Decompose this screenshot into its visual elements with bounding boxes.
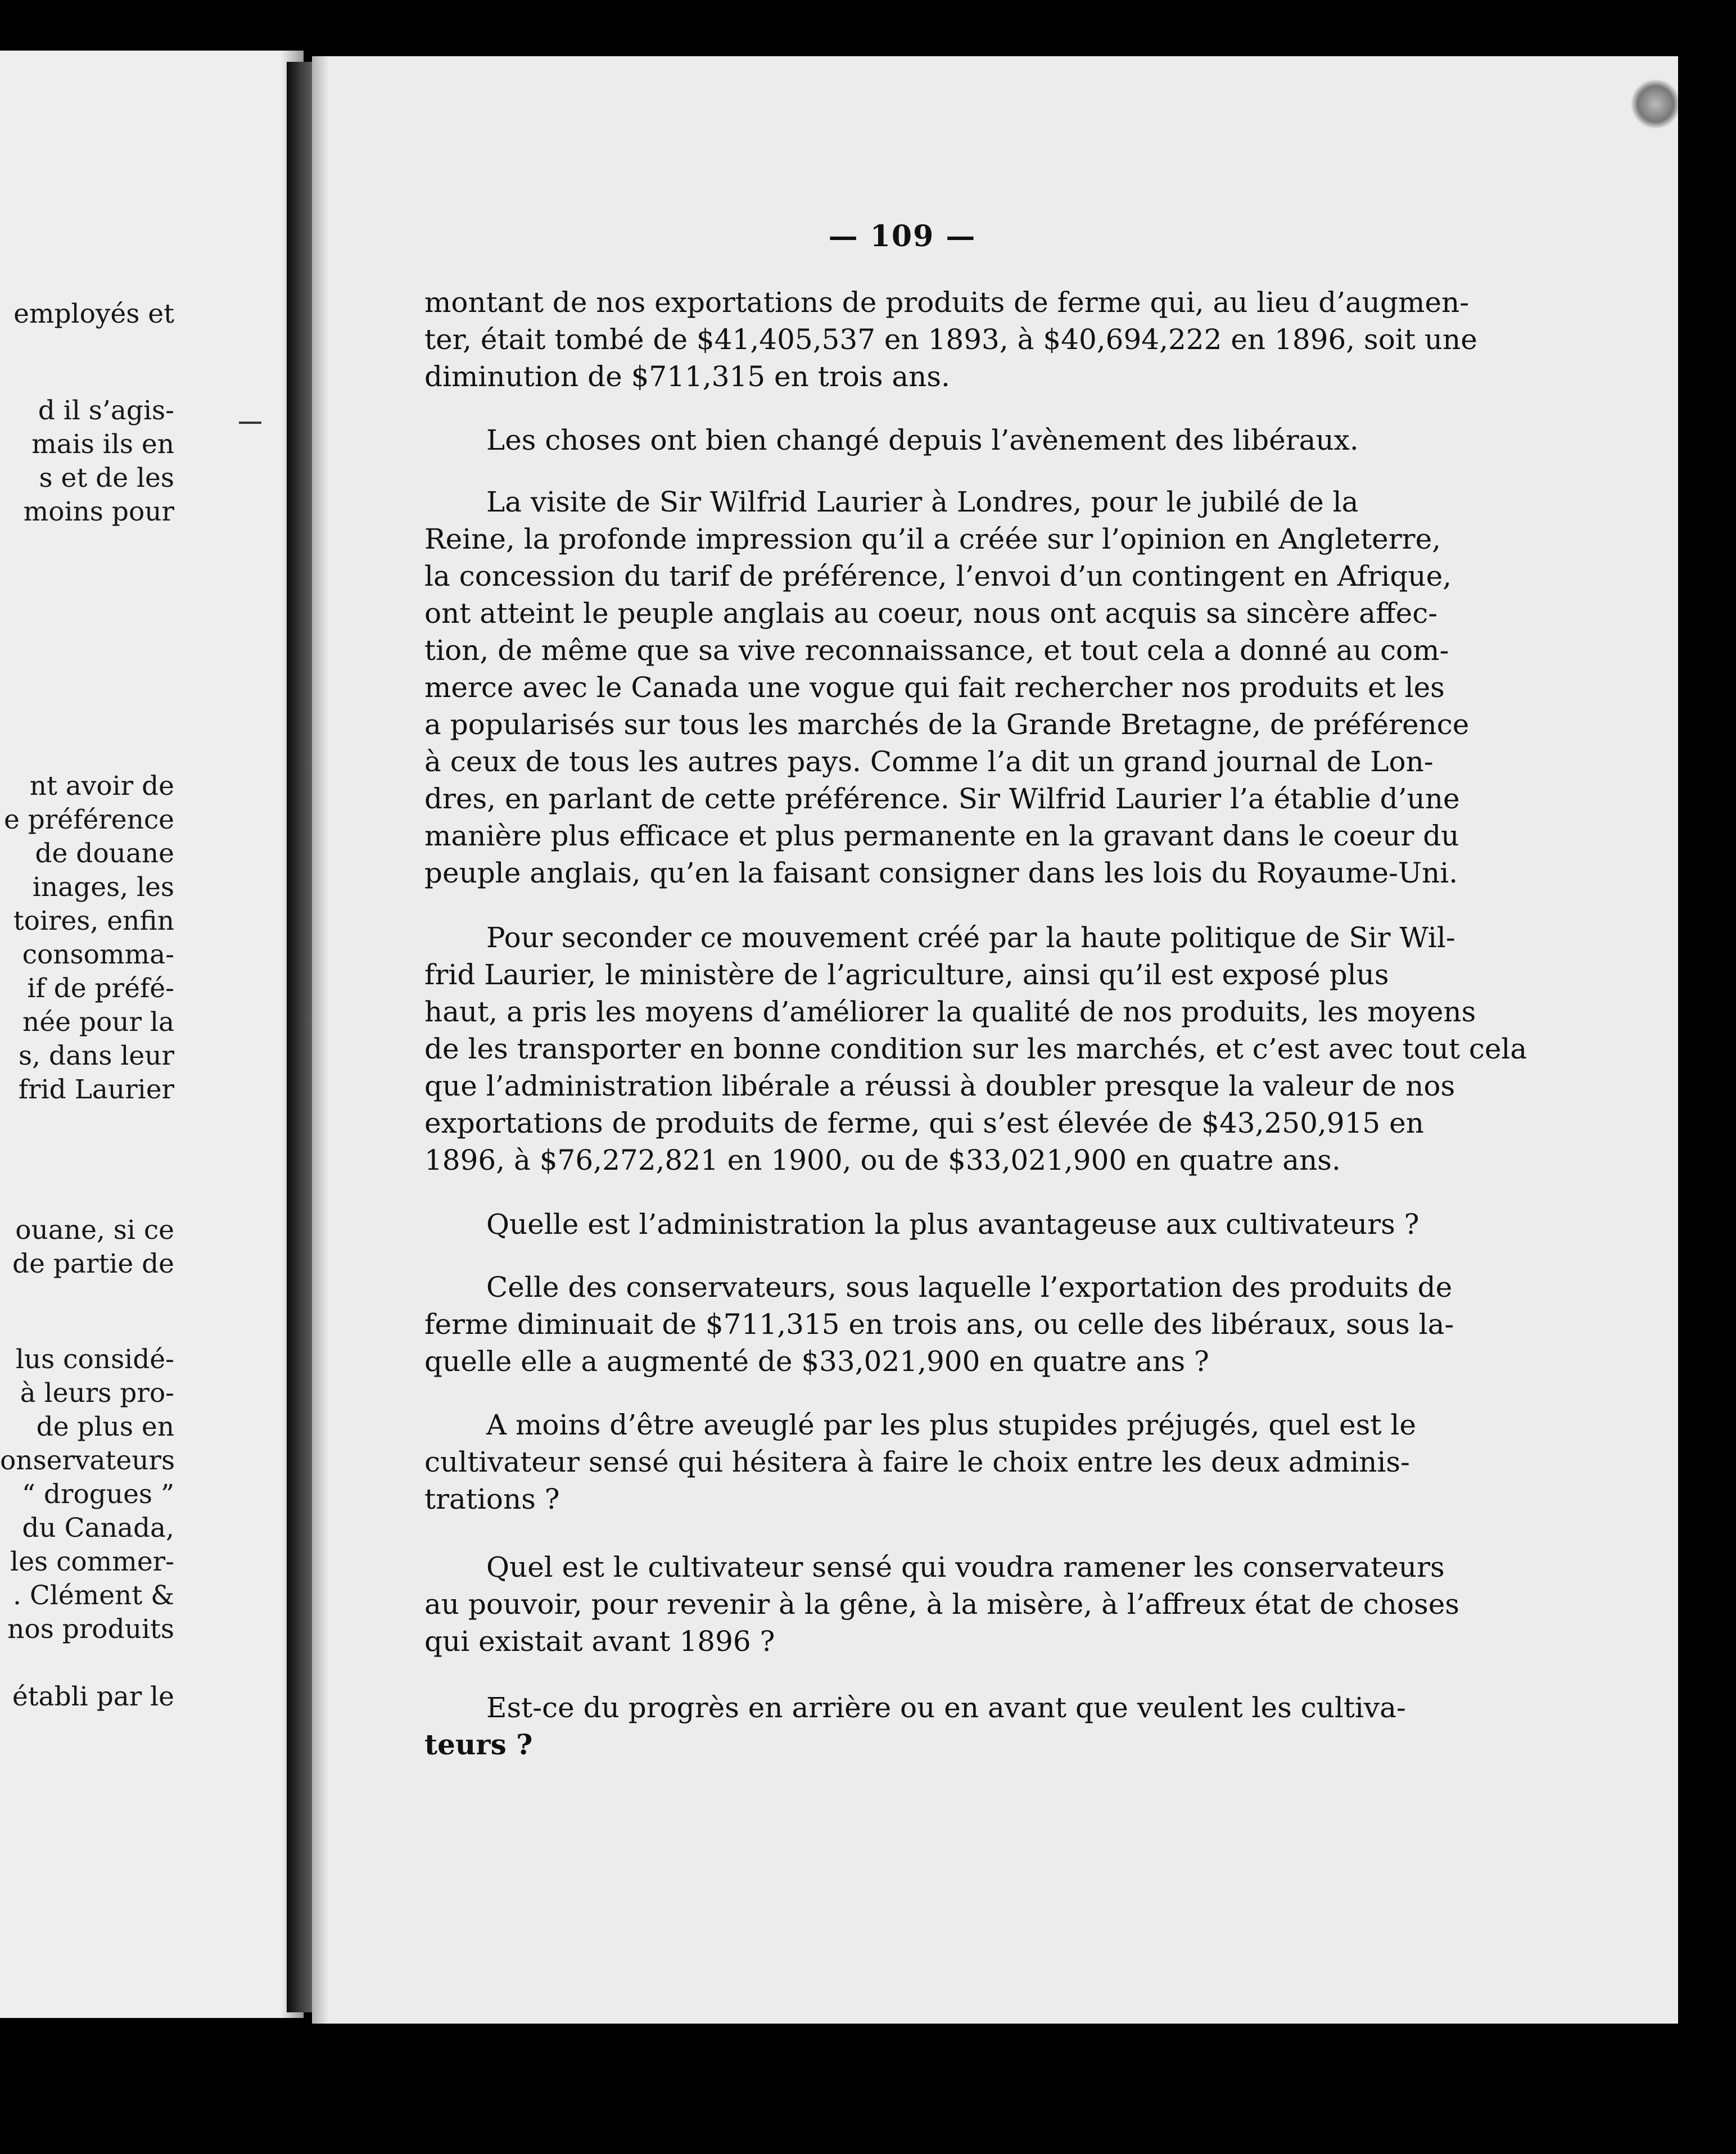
left-line: moins pour bbox=[23, 496, 174, 527]
text-line: exportations de produits de ferme, qui s’est élevée de $43,250,915 en bbox=[424, 1107, 1424, 1139]
right-page bbox=[312, 56, 1681, 2024]
page-number: — 109 — bbox=[828, 219, 976, 254]
text-line: que l’administration libérale a réussi à doubler presque la valeur de nos bbox=[424, 1070, 1455, 1102]
corner-stain bbox=[1630, 79, 1681, 129]
page-edge-shade bbox=[312, 56, 329, 2024]
left-line: s, dans leur bbox=[18, 1040, 174, 1071]
text-line: ont atteint le peuple anglais au coeur, nous ont acquis sa sincère affec- bbox=[424, 597, 1438, 630]
left-line: née pour la bbox=[22, 1007, 174, 1038]
text-line: ferme diminuait de $711,315 en trois ans, ou celle des libéraux, sous la- bbox=[424, 1308, 1454, 1341]
left-page-fragment bbox=[0, 51, 304, 2018]
text-line: manière plus efficace et plus permanente en la gravant dans le coeur du bbox=[424, 820, 1459, 852]
text-line: tion, de même que sa vive reconnaissance, et tout cela a donné au com- bbox=[424, 634, 1449, 667]
text-line: Reine, la profonde impression qu’il a créée sur l’opinion en Angleterre, bbox=[424, 523, 1441, 555]
left-line: de douane bbox=[35, 838, 174, 869]
text-line: la concession du tarif de préférence, l’envoi d’un contingent en Afrique, bbox=[424, 560, 1452, 592]
text-line: frid Laurier, le ministère de l’agriculture, ainsi qu’il est exposé plus bbox=[424, 958, 1389, 991]
left-line: ouane, si ce bbox=[15, 1215, 174, 1246]
text-line: dres, en parlant de cette préférence. Sir Wilfrid Laurier l’a établie d’une bbox=[424, 782, 1460, 815]
text-line: montant de nos exportations de produits de ferme qui, au lieu d’augmen- bbox=[424, 286, 1470, 319]
left-line: inages, les bbox=[32, 872, 174, 903]
left-line: de partie de bbox=[12, 1248, 174, 1279]
left-line: du Canada, bbox=[22, 1513, 174, 1544]
left-line: nos produits bbox=[7, 1614, 174, 1645]
text-line: peuple anglais, qu’en la faisant consigner dans les lois du Royaume-Uni. bbox=[424, 857, 1458, 889]
left-line: nt avoir de bbox=[29, 771, 174, 802]
text-line: quelle elle a augmenté de $33,021,900 en quatre ans ? bbox=[424, 1345, 1209, 1378]
left-line: s et de les bbox=[39, 463, 174, 494]
text-line: teurs ? bbox=[424, 1728, 533, 1761]
left-line: toires, enfin bbox=[13, 906, 174, 936]
text-line: Quelle est l’administration la plus avantageuse aux cultivateurs ? bbox=[486, 1208, 1419, 1241]
left-line: onservateurs bbox=[0, 1445, 175, 1476]
left-line: . Clément & bbox=[12, 1580, 174, 1611]
text-line: Pour seconder ce mouvement créé par la haute politique de Sir Wil- bbox=[486, 921, 1455, 954]
text-line: Celle des conservateurs, sous laquelle l’exportation des produits de bbox=[486, 1271, 1453, 1304]
text-line: à ceux de tous les autres pays. Comme l’a dit un grand journal de Lon- bbox=[424, 745, 1434, 778]
left-line: d il s’agis- bbox=[38, 395, 174, 426]
text-line: cultivateur sensé qui hésitera à faire le choix entre les deux adminis- bbox=[424, 1446, 1410, 1478]
text-line: A moins d’être aveuglé par les plus stupides préjugés, quel est le bbox=[486, 1409, 1416, 1441]
left-line: à leurs pro- bbox=[20, 1378, 174, 1409]
left-line: lus considé- bbox=[15, 1344, 174, 1375]
text-line: haut, a pris les moyens d’améliorer la qualité de nos produits, les moyens bbox=[424, 995, 1476, 1028]
text-line: a popularisés sur tous les marchés de la Grande Bretagne, de préférence bbox=[424, 708, 1470, 741]
left-line: mais ils en bbox=[31, 429, 174, 460]
text-line: La visite de Sir Wilfrid Laurier à Londres, pour le jubilé de la bbox=[486, 486, 1359, 518]
text-line: Est-ce du progrès en arrière ou en avant que veulent les cultiva- bbox=[486, 1691, 1406, 1724]
left-line: e préférence bbox=[3, 804, 174, 835]
text-line: ter, était tombé de $41,405,537 en 1893, à $40,694,222 en 1896, soit une bbox=[424, 323, 1477, 356]
text-line: Quel est le cultivateur sensé qui voudra ramener les conservateurs bbox=[486, 1551, 1445, 1583]
left-line: “ drogues ” bbox=[21, 1479, 174, 1510]
text-line: 1896, à $76,272,821 en 1900, ou de $33,021,900 en quatre ans. bbox=[424, 1144, 1341, 1176]
text-line: Les choses ont bien changé depuis l’avènement des libéraux. bbox=[486, 424, 1359, 456]
left-line: employés et bbox=[13, 298, 174, 329]
text-line: merce avec le Canada une vogue qui fait rechercher nos produits et les bbox=[424, 671, 1445, 704]
left-line: établi par le bbox=[12, 1681, 174, 1712]
text-line: au pouvoir, pour revenir à la gêne, à la misère, à l’affreux état de choses bbox=[424, 1588, 1459, 1621]
text-line: qui existait avant 1896 ? bbox=[424, 1625, 775, 1658]
scan-border bbox=[1678, 56, 1736, 2024]
text-line: de les transporter en bonne condition sur les marchés, et c’est avec tout cela bbox=[424, 1033, 1527, 1065]
left-line: if de préfé- bbox=[27, 973, 174, 1004]
text-line: diminution de $711,315 en trois ans. bbox=[424, 360, 950, 393]
margin-dash bbox=[239, 422, 261, 424]
left-line: consomma- bbox=[22, 939, 174, 970]
left-line: les commer- bbox=[10, 1546, 174, 1577]
left-line: frid Laurier bbox=[18, 1074, 174, 1105]
left-line: de plus en bbox=[36, 1411, 174, 1442]
text-line: trations ? bbox=[424, 1483, 560, 1515]
